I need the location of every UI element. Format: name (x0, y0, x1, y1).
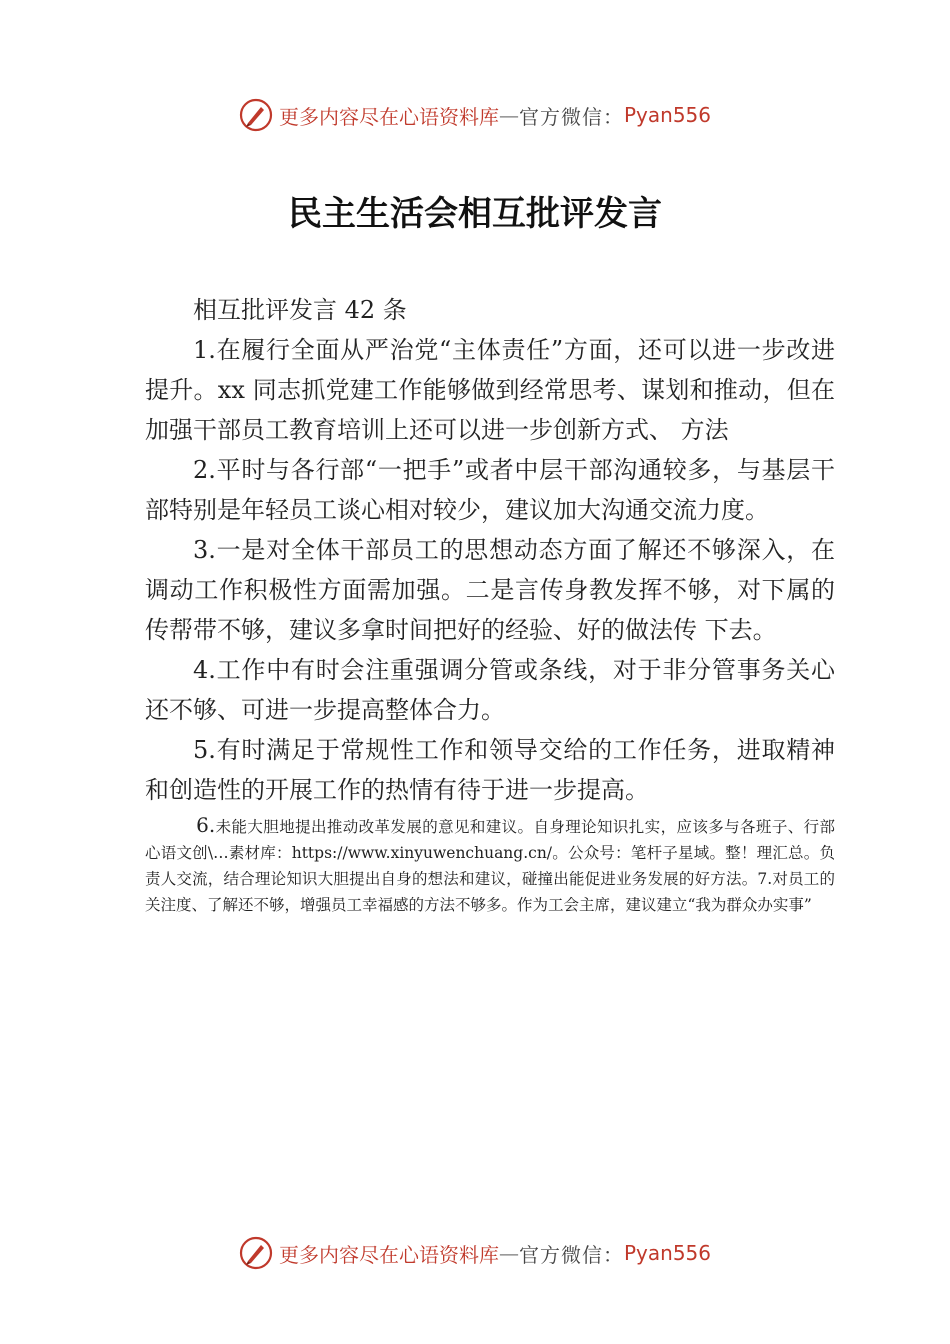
document-body (145, 290, 835, 918)
header-banner (0, 95, 950, 135)
footer-wechat-id: Pyan556 (623, 1241, 711, 1265)
banner-wechat-label: 官方微信： (518, 104, 624, 129)
document-title: 民主生活会相互批评发言 (288, 194, 662, 234)
paragraph-5: 5.有时满足于常规性工作和领导交给的工作任务，进取精神和创造性的开展工作的热情有待于进一步提高。 (145, 736, 835, 804)
banner-wechat-id: Pyan556 (623, 103, 711, 127)
paragraph-1: 1.在履行全面从严治党“主体责任”方面，还可以进一步改进提升。xx 同志抓党建工作能够做到经常思考、谋划和推动，但在加强干部员工教育培训上还可以进一步创新方式、 方法 (145, 336, 835, 444)
paragraph-4: 4.工作中有时会注重强调分管或条线，对于非分管事务关心还不够、可进一步提高整体合力。 (145, 656, 835, 724)
footer-banner (0, 1233, 950, 1273)
pen-logo-icon (239, 98, 273, 132)
pen-logo-icon (239, 1236, 273, 1270)
paragraph-6-small (145, 812, 835, 918)
paragraph-6-text: 未能大胆地提出推动改革发展的意见和建议。自身理论知识扎实，应该多与各班子、行部心语文创\…素材库：https://www.xinyuwenchuang.cn/。公众号：笔杆子星域。整！理汇总。负责人交流，结合理论知识大胆提出自身的想法和建议，碰撞出能促进业务发展的好方法。7.对员工的关注度、了解还不够，增强员工幸福感的方法不够多。作为工会主席，建议建立“我为群众办实事” (145, 818, 835, 914)
footer-dash: — (498, 1241, 519, 1265)
paragraph-3: 3.一是对全体干部员工的思想动态方面了解还不够深入，在调动工作积极性方面需加强。二是言传身教发挥不够，对下属的传帮带不够，建议多拿时间把好的经验、好的做法传 下去。 (145, 536, 835, 644)
footer-brand-text: 更多内容尽在心语资料库 (278, 1242, 499, 1267)
subtitle: 相互批评发言 42 条 (193, 296, 407, 324)
banner-brand-text: 更多内容尽在心语资料库 (278, 104, 499, 129)
footer-wechat-label: 官方微信： (518, 1242, 624, 1267)
paragraph-2: 2.平时与各行部“一把手”或者中层干部沟通较多，与基层干部特别是年轻员工谈心相对较少，建议加大沟通交流力度。 (145, 456, 835, 524)
banner-dash: — (498, 103, 519, 127)
paragraph-6-number: 6. (196, 813, 216, 837)
